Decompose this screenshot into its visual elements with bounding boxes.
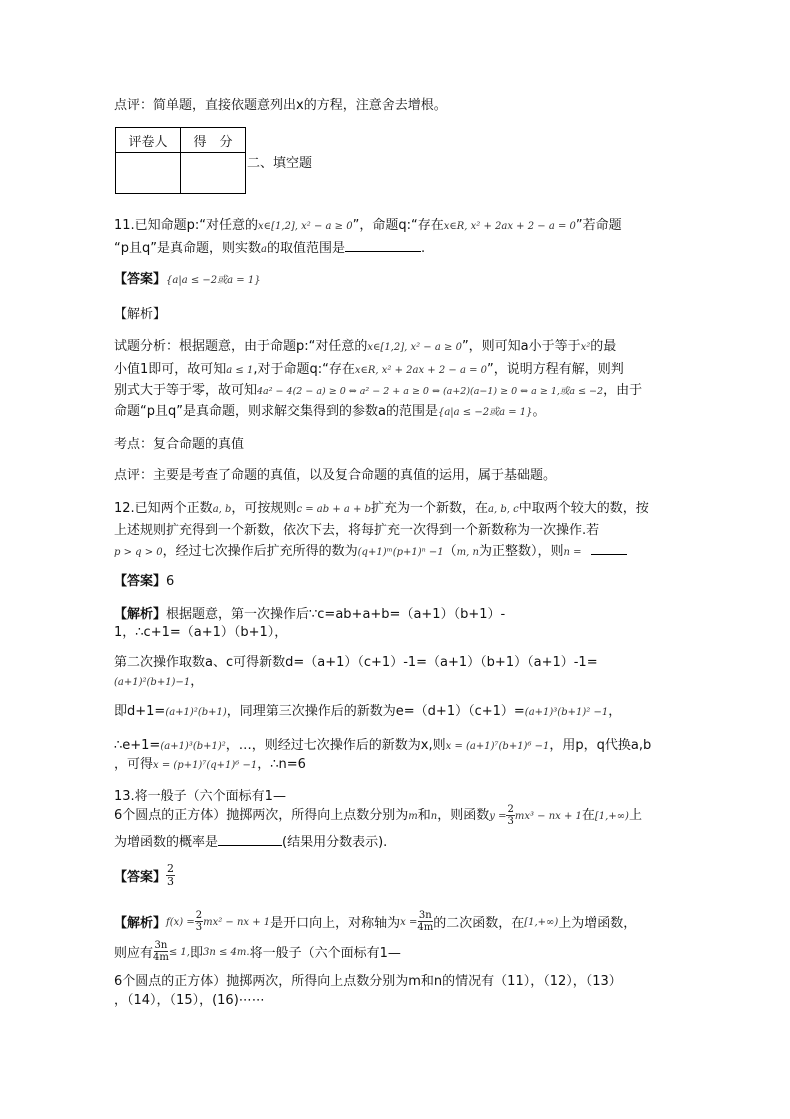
q11-text: 。 [532,404,546,419]
q12-text: 为正整数），则 [478,544,564,559]
q13-line2 [114,804,642,827]
q11-dianping: 点评：主要是考查了命题的真值，以及复合命题的真值的运用，属于基础题。 [114,468,557,483]
q11-answer [114,268,261,287]
q11-line2 [114,237,425,256]
q11-text: ”，命题q:“存在 [352,218,444,233]
q13-text: 上为增函数， [558,916,637,931]
q13-formula: m [408,811,418,822]
q13-solution-line4: ，（14），（15），(16)⋯⋯ [114,993,265,1008]
q11-text: “p且q”是真命题，则实数 [114,241,261,256]
q11-formula: x∈R, x² + 2ax + 2 − a = 0 [354,365,488,376]
q12-formula: n = [563,547,582,558]
fraction-numerator: 3n [418,910,432,921]
q12-text: 中取两个较大的数，按 [518,501,649,516]
q13-text: 上 [628,808,642,823]
fraction-numerator: 2 [507,804,514,815]
fraction-denominator: 4m [153,952,169,963]
score-table-score-cell [181,153,246,194]
q13-formula: x = [400,917,418,928]
q12-text: ，可按规则 [231,501,297,516]
q13-solution-line3: 6个圆点的正方体）抛掷两次，所得向上点数分别为m和n的情况有（11），（12），（13） [114,974,622,989]
q13-solution-line1 [114,910,636,933]
q12-text: ， [190,674,204,689]
q11-formula: 4a² − 4(2 − a) ≥ 0 ⇔ a² − 2 + a ≥ 0 ⇔ (a+2)(a−1) ≥ 0 ⇔ a ≥ 1,或a ≤ −2 [257,386,604,397]
q11-answer-value: {a|a ≤ −2或a = 1} [166,275,261,286]
q12-solution-line4 [114,670,203,689]
fraction-denominator: 3 [167,875,175,888]
q11-kaodian: 考点：复合命题的真值 [114,437,245,452]
fraction [417,910,433,933]
q11-text: 11.已知命题p:“对任意的 [114,218,259,233]
fraction-numerator: 2 [167,862,175,875]
score-table-score: 得 分 [181,128,246,153]
q11-line1 [114,214,622,233]
q12-formula: a, b [212,504,232,515]
q12-solution-line6 [114,734,651,753]
q12-formula: (a+1)³(b+1)² −1 [524,707,609,718]
fraction-denominator: 3 [195,922,203,933]
fraction-denominator: 3 [507,816,514,827]
q13-text: 为增函数的概率是 [114,835,219,850]
q13-answer-fraction [166,863,175,888]
q12-solution-line1 [114,603,505,622]
q13-formula: ≤ 1, [168,947,190,958]
q12-line3 [114,540,627,559]
q12-formula: c = ab + a + b [296,504,371,515]
q12-line1 [114,497,649,516]
q12-formula: (a+1)²(b+1) [165,707,227,718]
q11-analysis-line3 [114,379,642,398]
fraction-denominator: 4m [417,922,434,933]
q13-text: 是开口向上，对称轴为 [270,916,401,931]
answer-blank [218,832,282,846]
q13-formula: [1,+∞) [594,811,629,822]
q12-text: （ [443,544,457,559]
q11-text: ”，说明方程有解，则判 [487,362,624,377]
q11-analysis-line4 [114,400,546,419]
q12-solution-line5 [114,700,621,719]
q13-formula: f(x) = [166,917,195,928]
q11-text: 小值1即可，故可知 [114,362,227,377]
q12-solution-line7 [114,753,306,772]
q12-formula: (a+1)³(b+1)² [160,741,226,752]
q12-formula: x = (a+1)⁷(b+1)⁶ −1 [445,741,550,752]
q12-line2: 上述规则扩充得到一个新数，依次下去，将每扩充一次得到一个新数称为一次操作.若 [114,523,600,538]
q12-formula: a, b, c [488,504,519,515]
q12-text: ，用p，q代换a,b [549,738,652,753]
q12-answer [114,570,174,589]
q12-text: 扩充为一个新数，在 [370,501,488,516]
score-table-grader-cell [116,153,181,194]
q12-text: ，可得 [114,757,154,772]
q13-formula: 3n ≤ 4m. [203,947,250,958]
fraction [153,940,169,963]
q11-analysis-line1 [114,335,616,354]
q11-text: 试题分析：根据题意，由于命题p:“对任意的 [114,339,368,354]
q13-formula: mx² − nx + 1 [203,917,271,928]
q13-text: 则应有 [114,946,154,961]
q12-text: ， [608,704,622,719]
q13-text: 和 [417,808,431,823]
q12-formula: (a+1)²(b+1)−1 [114,677,191,688]
q11-text: 别式大于等于零，故可知 [114,383,258,398]
q11-formula: x² [580,342,591,353]
q12-answer-value: 6 [166,574,175,589]
q12-text: ∴e+1= [114,738,161,753]
answer-label: 【答案】 [114,574,167,589]
q13-solution-line2 [114,940,401,963]
q13-line1: 13.将一般子（六个面标有1— [114,789,286,804]
comment-previous: 点评：简单题，直接依题意列出x的方程，注意舍去增根。 [114,98,447,113]
q13-formula: n [430,811,438,822]
fraction [195,910,203,933]
q11-text: 的最 [590,339,617,354]
q12-text: 即d+1= [114,704,166,719]
q12-formula: x = (p+1)⁷(q+1)⁶ −1 [153,760,258,771]
q11-formula: a [260,244,267,255]
q13-formula: [1,+∞) [524,917,559,928]
q11-text: 的取值范围是 [266,241,345,256]
score-table-grader: 评卷人 [116,128,181,153]
fraction [506,804,514,827]
q12-text: 12.已知两个正数 [114,501,213,516]
answer-label: 【答案】 [114,272,167,287]
q12-formula: (q+1)ᵐ(p+1)ⁿ −1 [357,547,444,558]
q13-formula: y = [489,811,507,822]
q11-text: ,对于命题q:“存在 [253,362,355,377]
q11-formula: x∈[1,2], x² − a ≥ 0 [367,342,462,353]
q11-formula: x∈[1,2], x² − a ≥ 0 [258,221,353,232]
q13-answer [114,863,175,888]
q11-text: ”，则可知a小于等于 [461,339,581,354]
q11-text: . [420,241,426,256]
q13-text: (结果用分数表示). [282,835,388,850]
q12-solution-line2: 1，∴c+1=（a+1）（b+1）， [114,625,288,640]
analysis-label: 【解析】 [114,607,167,622]
fraction-numerator: 2 [195,910,203,921]
q11-text: ，由于 [603,383,643,398]
q12-formula: p > q > 0 [114,547,163,558]
q13-text: ，则函数 [437,808,490,823]
q13-text: 在 [581,808,595,823]
fraction-numerator: 3n [154,940,168,951]
q11-analysis-label: 【解析】 [114,307,167,322]
q13-text: 6个圆点的正方体）抛掷两次，所得向上点数分别为 [114,808,409,823]
q11-text: ”若命题 [575,218,622,233]
q11-formula: {a|a ≤ −2或a = 1} [437,407,533,418]
q12-text: 根据题意，第一次操作后∵c=ab+a+b=（a+1）（b+1）- [166,607,506,622]
answer-label: 【答案】 [114,870,167,885]
answer-blank [345,238,421,252]
q11-formula: a ≤ 1 [226,365,254,376]
section-title: 二、填空题 [247,156,313,171]
q11-analysis-line2 [114,358,624,377]
q13-text: 即 [189,946,203,961]
q11-formula: x∈R, x² + 2ax + 2 − a = 0 [443,221,576,232]
analysis-label: 【解析】 [114,916,167,931]
answer-blank [591,541,627,555]
q12-text: ，同理第三次操作后的新数为e=（d+1）（c+1）= [226,704,525,719]
q13-formula: mx³ − nx + 1 [514,811,582,822]
score-table [115,127,246,194]
q13-text: 的二次函数，在 [433,916,525,931]
q12-text: ，经过七次操作后扩充所得的数为 [162,544,358,559]
q12-formula: m, n [456,547,479,558]
q11-text: 命题“p且q”是真命题，则求解交集得到的参数a的范围是 [114,404,438,419]
q12-text: ，∴n=6 [257,757,306,772]
q12-text: ，…，则经过七次操作后的新数为x,则 [225,738,446,753]
q12-solution-line3: 第二次操作取数a、c可得新数d=（a+1）（c+1）-1=（a+1）（b+1）（a+1）-1= [114,655,598,670]
q13-line3 [114,831,387,850]
q13-text: 将一般子（六个面标有1— [249,946,401,961]
